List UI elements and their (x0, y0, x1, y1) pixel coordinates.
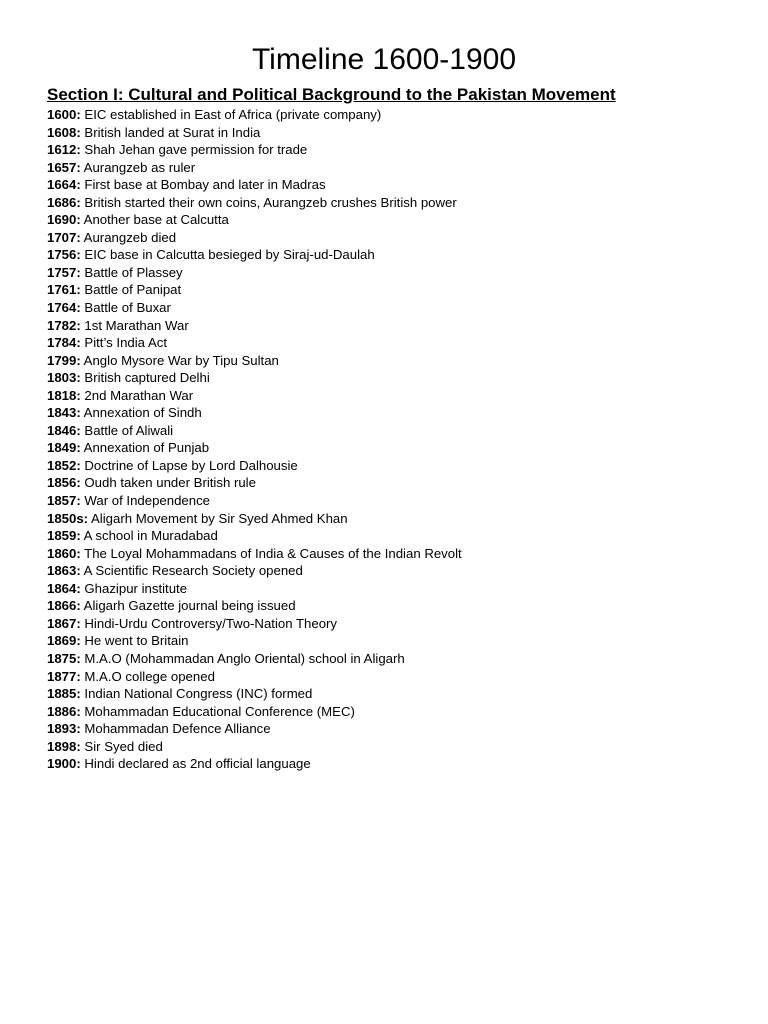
entry-year: 1867: (47, 615, 81, 631)
entry-year: 1898: (47, 738, 81, 754)
entry-event: A school in Muradabad (83, 528, 218, 544)
entry-year: 1886: (47, 703, 81, 719)
entry-event: Ghazipur institute (84, 580, 188, 596)
timeline-entry (47, 334, 462, 352)
section-heading: Section I: Cultural and Political Background to the Pakistan Movement (47, 85, 616, 104)
entry-year: 1664: (47, 177, 81, 193)
timeline-entry (47, 562, 462, 580)
timeline-entry (47, 439, 462, 457)
timeline-entry (47, 545, 462, 563)
timeline-entry (47, 404, 462, 422)
entry-year: 1856: (47, 475, 81, 491)
entry-year: 1612: (47, 142, 81, 158)
entry-event: Pitt’s India Act (84, 335, 167, 351)
timeline-entry (47, 650, 462, 668)
timeline-entry (47, 685, 462, 703)
entry-year: 1782: (47, 317, 81, 333)
entry-year: 1843: (47, 405, 81, 421)
timeline-entry (47, 615, 462, 633)
entry-event: Annexation of Sindh (83, 405, 202, 421)
entry-year: 1690: (47, 212, 81, 228)
entry-event: Sir Syed died (84, 738, 163, 754)
timeline-entry (47, 492, 462, 510)
entry-event: A Scientific Research Society opened (83, 563, 303, 579)
entry-year: 1850s: (47, 510, 89, 526)
timeline-entry (47, 668, 462, 686)
entry-event: Battle of Aliwali (84, 422, 174, 438)
timeline-entry (47, 474, 462, 492)
timeline-entry (47, 387, 462, 405)
entry-event: British started their own coins, Aurangzeb crushes British power (84, 194, 457, 210)
timeline-entry (47, 755, 462, 773)
entry-year: 1799: (47, 352, 81, 368)
entry-year: 1866: (47, 598, 81, 614)
entry-event: Mohammadan Defence Alliance (84, 721, 271, 737)
entry-year: 1600: (47, 107, 81, 122)
entry-year: 1869: (47, 633, 81, 649)
entry-event: Battle of Buxar (84, 300, 171, 316)
entry-year: 1857: (47, 493, 81, 509)
entry-year: 1885: (47, 686, 81, 702)
timeline-entry (47, 264, 462, 282)
entry-year: 1803: (47, 370, 81, 386)
entry-event: Mohammadan Educational Conference (MEC) (84, 703, 355, 719)
entry-year: 1757: (47, 264, 81, 280)
entry-event: British landed at Surat in India (84, 124, 261, 140)
entry-event: 1st Marathan War (84, 317, 189, 333)
entry-event: Battle of Panipat (84, 282, 182, 298)
timeline-entry (47, 176, 462, 194)
timeline-entry (47, 229, 462, 247)
timeline-entry (47, 106, 462, 124)
entry-event: Annexation of Punjab (83, 440, 210, 456)
timeline-entry (47, 211, 462, 229)
entry-event: British captured Delhi (84, 370, 210, 386)
entry-year: 1852: (47, 457, 81, 473)
entry-year: 1818: (47, 387, 81, 403)
timeline-entry (47, 194, 462, 212)
timeline-entry (47, 457, 462, 475)
entry-event: EIC established in East of Africa (private company) (84, 107, 382, 122)
entry-year: 1864: (47, 580, 81, 596)
entry-event: Anglo Mysore War by Tipu Sultan (83, 352, 279, 368)
timeline-entry (47, 369, 462, 387)
timeline-entry (47, 738, 462, 756)
entry-year: 1846: (47, 422, 81, 438)
timeline-entry (47, 281, 462, 299)
entry-year: 1686: (47, 194, 81, 210)
entry-event: Aurangzeb as ruler (83, 159, 196, 175)
entry-event: The Loyal Mohammadans of India & Causes of the Indian Revolt (84, 545, 462, 561)
entry-event: Shah Jehan gave permission for trade (84, 142, 308, 158)
timeline-entry (47, 422, 462, 440)
entry-year: 1875: (47, 650, 81, 666)
entry-event: Another base at Calcutta (83, 212, 229, 228)
page-title: Timeline 1600-1900 (251, 43, 517, 76)
timeline-entry (47, 159, 462, 177)
entry-year: 1863: (47, 563, 81, 579)
entry-event: Indian National Congress (INC) formed (84, 686, 313, 702)
timeline-entry (47, 317, 462, 335)
timeline-entry (47, 352, 462, 370)
timeline-entry (47, 720, 462, 738)
entry-event: M.A.O (Mohammadan Anglo Oriental) school in Aligarh (84, 650, 405, 666)
entry-event: EIC base in Calcutta besieged by Siraj-ud-Daulah (84, 247, 375, 263)
entry-year: 1784: (47, 335, 81, 351)
entry-year: 1893: (47, 721, 81, 737)
entry-event: Aurangzeb died (83, 229, 177, 245)
timeline-entry (47, 246, 462, 264)
entry-year: 1761: (47, 282, 81, 298)
entry-year: 1900: (47, 756, 81, 772)
timeline-entry (47, 580, 462, 598)
entry-event: First base at Bombay and later in Madras (84, 177, 326, 193)
entry-event: Hindi-Urdu Controversy/Two-Nation Theory (84, 615, 338, 631)
entry-event: Doctrine of Lapse by Lord Dalhousie (84, 457, 298, 473)
entry-year: 1859: (47, 528, 81, 544)
entry-year: 1657: (47, 159, 81, 175)
timeline-list (47, 106, 462, 773)
entry-event: War of Independence (84, 493, 211, 509)
entry-event: 2nd Marathan War (84, 387, 194, 403)
timeline-entry (47, 124, 462, 142)
entry-year: 1860: (47, 545, 81, 561)
entry-year: 1849: (47, 440, 81, 456)
entry-year: 1756: (47, 247, 81, 263)
entry-year: 1764: (47, 300, 81, 316)
entry-year: 1707: (47, 229, 81, 245)
entry-year: 1877: (47, 668, 81, 684)
entry-event: Oudh taken under British rule (84, 475, 256, 491)
timeline-entry (47, 141, 462, 159)
entry-event: Battle of Plassey (84, 264, 183, 280)
timeline-entry (47, 527, 462, 545)
entry-event: Aligarh Movement by Sir Syed Ahmed Khan (91, 510, 348, 526)
timeline-entry (47, 632, 462, 650)
entry-event: Aligarh Gazette journal being issued (83, 598, 296, 614)
entry-event: Hindi declared as 2nd official language (84, 756, 311, 772)
entry-event: M.A.O college opened (84, 668, 215, 684)
timeline-entry (47, 510, 462, 528)
timeline-entry (47, 597, 462, 615)
timeline-entry (47, 703, 462, 721)
timeline-entry (47, 299, 462, 317)
entry-event: He went to Britain (84, 633, 189, 649)
entry-year: 1608: (47, 124, 81, 140)
